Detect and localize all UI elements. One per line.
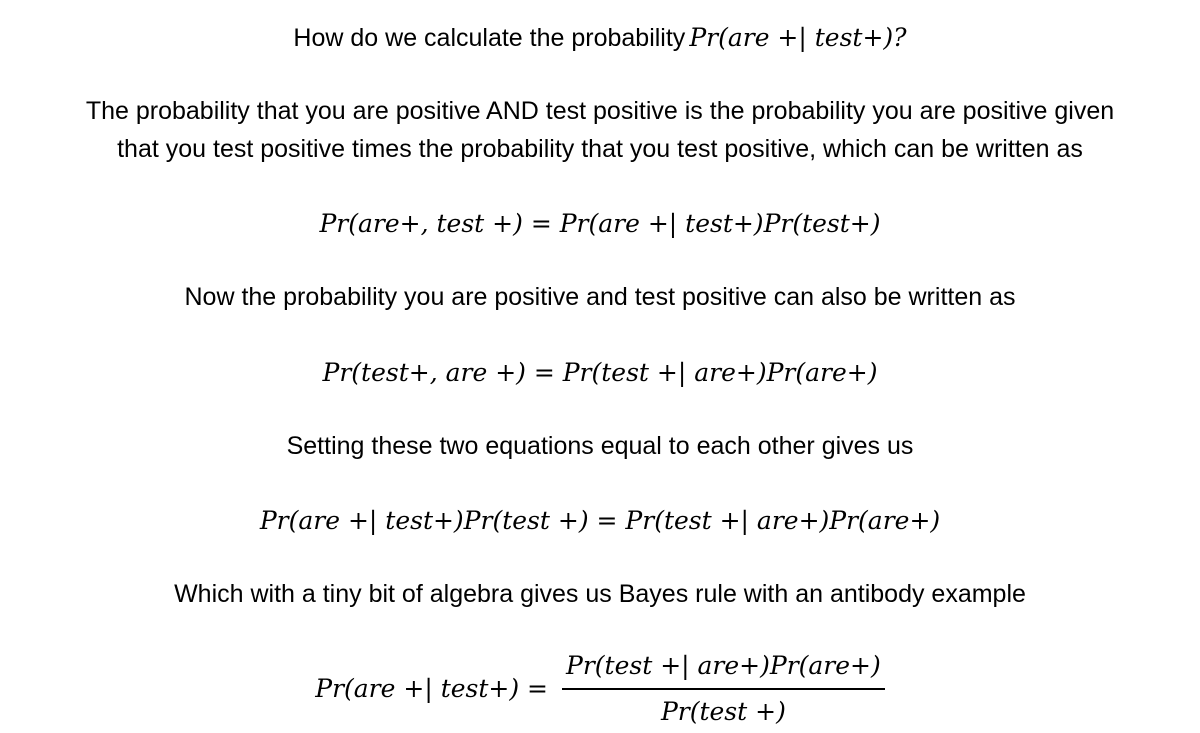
sentence-also-written: Now the probability you are positive and test positive can also be written as [184, 283, 1016, 311]
equation-joint-test-are: Pr(test+, are +) = Pr(test +| are+)Pr(are+) [322, 358, 878, 387]
heading-question [0, 20, 1200, 56]
bayes-fraction [562, 648, 885, 730]
bayes-lhs: Pr(are +| test+) = [315, 674, 549, 703]
paragraph-line-2: that you test positive times the probability that you test positive, which can be written as [117, 135, 1083, 163]
heading-text: How do we calculate the probability [293, 24, 686, 52]
paragraph-line-1: The probability that you are positive AND test positive is the probability you are positive given [85, 97, 1115, 125]
equation-equated: Pr(are +| test+)Pr(test +) = Pr(test +| are+)Pr(are+) [259, 506, 941, 535]
heading-math: Pr(are +| test+)? [689, 23, 907, 52]
equation-joint-are-test: Pr(are+, test +) = Pr(are +| test+)Pr(test+) [319, 209, 881, 238]
sentence-bayes-rule: Which with a tiny bit of algebra gives us Bayes rule with an antibody example [174, 580, 1026, 608]
bayes-denominator: Pr(test +) [660, 697, 786, 726]
sentence-setting-equal: Setting these two equations equal to each other gives us [286, 432, 914, 460]
bayes-rule-equation [0, 648, 1200, 730]
bayes-numerator: Pr(test +| are+)Pr(are+) [562, 648, 885, 690]
